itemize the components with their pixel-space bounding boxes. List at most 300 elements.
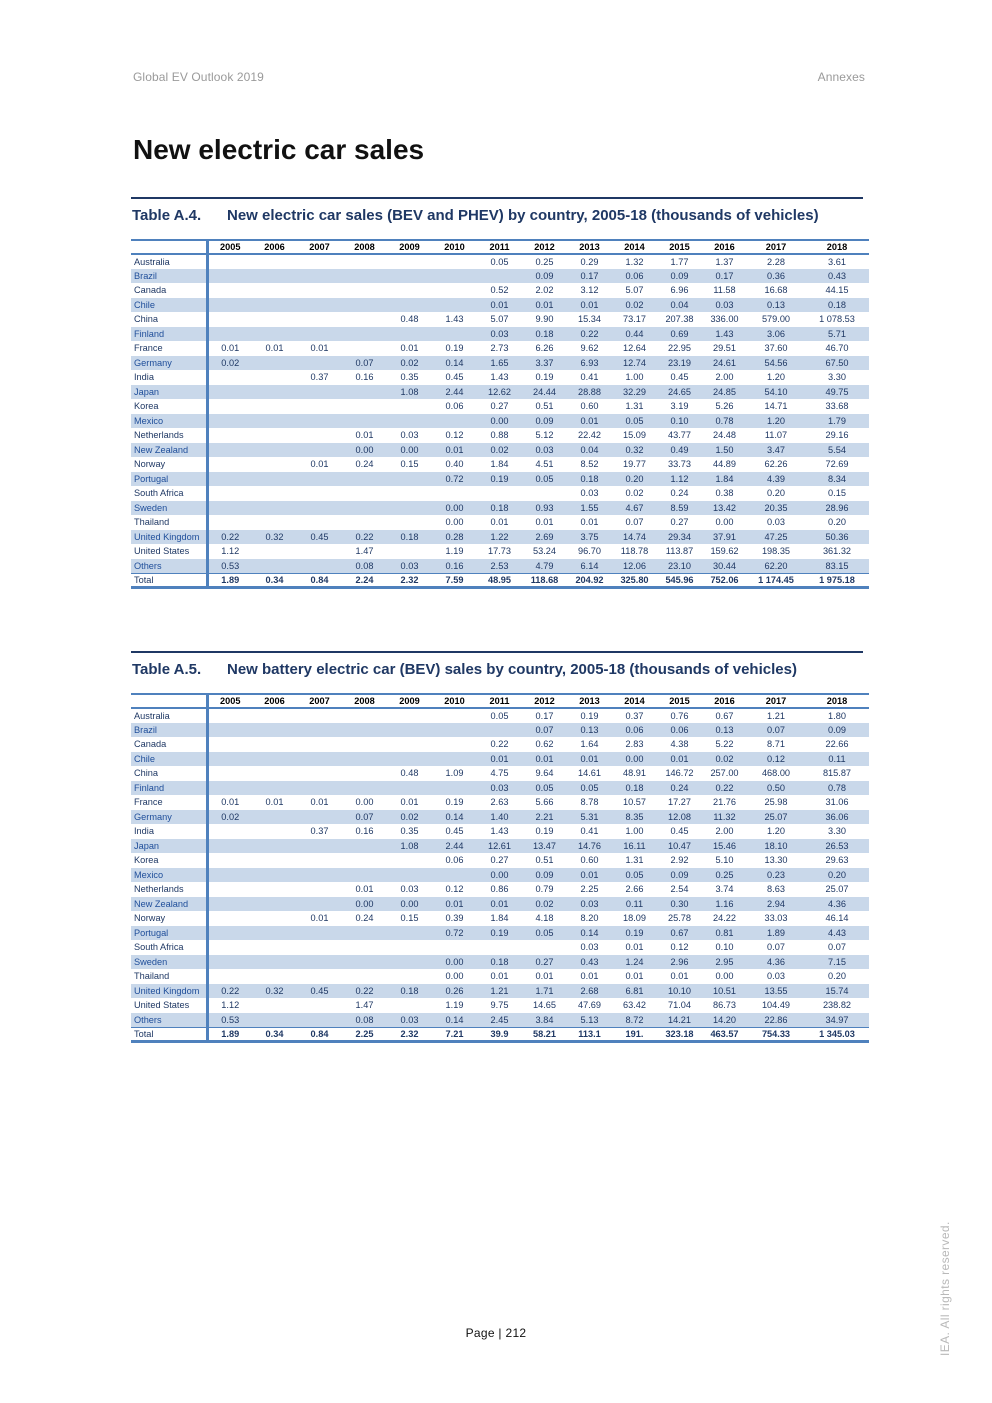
table-row xyxy=(131,341,869,356)
value-cell: 0.26 xyxy=(432,984,477,999)
value-cell xyxy=(297,897,342,912)
value-cell: 0.01 xyxy=(580,971,599,982)
value-cell: 0.17 xyxy=(567,269,612,284)
value-cell xyxy=(252,356,297,371)
value-cell xyxy=(207,515,252,530)
value-cell xyxy=(342,737,387,752)
value-cell: 0.07 xyxy=(625,517,644,528)
value-cell: 46.70 xyxy=(825,343,849,354)
value-cell xyxy=(387,868,432,883)
year-header: 2010 xyxy=(432,694,477,708)
value-cell xyxy=(342,341,387,356)
value-cell: 0.00 xyxy=(445,971,464,982)
value-cell: 1.37 xyxy=(715,256,734,267)
value-cell: 1.47 xyxy=(355,546,374,557)
value-cell: 0.01 xyxy=(221,343,240,354)
table-a5 xyxy=(131,693,869,1043)
total-label: Total xyxy=(131,1027,207,1042)
value-cell xyxy=(522,486,567,501)
value-cell: 207.38 xyxy=(665,314,694,325)
value-cell: 0.14 xyxy=(567,926,612,941)
value-cell: 0.01 xyxy=(310,797,329,808)
value-cell: 3.37 xyxy=(522,356,567,371)
value-cell: 1.89 xyxy=(207,1027,252,1042)
year-header: 2016 xyxy=(702,240,747,254)
value-cell: 13.55 xyxy=(747,984,805,999)
value-cell: 4.39 xyxy=(747,472,805,487)
value-cell: 0.01 xyxy=(221,797,240,808)
value-cell: 29.51 xyxy=(713,343,736,354)
value-cell: 0.22 xyxy=(207,530,252,545)
value-cell: 1.20 xyxy=(747,414,805,429)
value-cell: 0.16 xyxy=(432,559,477,574)
value-cell xyxy=(432,327,477,342)
value-cell: 0.01 xyxy=(310,913,329,924)
table-row xyxy=(131,781,869,796)
value-cell: 12.62 xyxy=(477,385,522,400)
value-cell: 14.74 xyxy=(612,530,657,545)
value-cell xyxy=(207,853,252,868)
value-cell xyxy=(342,853,387,868)
value-cell: 0.03 xyxy=(400,430,419,441)
value-cell xyxy=(297,1013,342,1028)
value-cell xyxy=(207,969,252,984)
value-cell: 48.95 xyxy=(477,573,522,588)
value-cell xyxy=(477,486,522,501)
value-cell: 0.45 xyxy=(670,372,689,383)
value-cell: 14.21 xyxy=(657,1013,702,1028)
value-cell: 0.01 xyxy=(625,971,644,982)
value-cell xyxy=(297,853,342,868)
value-cell: 0.05 xyxy=(567,781,612,796)
value-cell: 0.01 xyxy=(522,752,567,767)
value-cell xyxy=(432,781,477,796)
value-cell: 0.45 xyxy=(670,826,689,837)
value-cell: 1.47 xyxy=(355,1000,374,1011)
value-cell xyxy=(342,868,387,883)
value-cell: 0.03 xyxy=(580,488,599,499)
value-cell: 0.09 xyxy=(522,414,567,429)
value-cell: 0.02 xyxy=(522,897,567,912)
value-cell xyxy=(252,269,297,284)
value-cell: 0.00 xyxy=(342,897,387,912)
value-cell: 0.67 xyxy=(657,926,702,941)
value-cell: 0.43 xyxy=(805,269,869,284)
value-cell xyxy=(387,940,432,955)
value-cell: 0.25 xyxy=(535,256,554,267)
value-cell xyxy=(207,868,252,883)
value-cell xyxy=(342,414,387,429)
value-cell xyxy=(297,737,342,752)
value-cell: 49.75 xyxy=(805,385,869,400)
value-cell xyxy=(342,312,387,327)
value-cell: 3.47 xyxy=(747,443,805,458)
table-row xyxy=(131,283,869,298)
value-cell: 0.01 xyxy=(567,414,612,429)
value-cell: 0.45 xyxy=(297,530,342,545)
value-cell: 0.32 xyxy=(252,530,297,545)
country-name: Norway xyxy=(131,457,207,472)
value-cell: 24.44 xyxy=(522,385,567,400)
table-a5-caption xyxy=(131,653,863,685)
value-cell: 17.73 xyxy=(488,546,511,557)
year-header: 2005 xyxy=(207,240,252,254)
value-cell: 0.05 xyxy=(522,926,567,941)
value-cell: 0.06 xyxy=(657,723,702,738)
value-cell: 1.21 xyxy=(767,710,785,721)
value-cell: 0.01 xyxy=(400,797,419,808)
value-cell: 336.00 xyxy=(710,314,739,325)
value-cell: 54.10 xyxy=(747,385,805,400)
value-cell: 1.71 xyxy=(522,984,567,999)
value-cell: 0.43 xyxy=(567,955,612,970)
value-cell: 1 174.45 xyxy=(747,573,805,588)
value-cell: 0.07 xyxy=(828,942,846,953)
country-name: China xyxy=(131,766,207,781)
value-cell xyxy=(297,414,342,429)
country-name: Germany xyxy=(131,356,207,371)
value-cell: 14.61 xyxy=(578,768,601,779)
value-cell: 0.03 xyxy=(580,942,599,953)
value-cell: 33.03 xyxy=(764,913,788,924)
value-cell: 54.56 xyxy=(747,356,805,371)
table-row xyxy=(131,327,869,342)
value-cell: 2.96 xyxy=(657,955,702,970)
value-cell: 0.05 xyxy=(522,781,567,796)
value-cell: 18.09 xyxy=(623,913,646,924)
value-cell: 0.06 xyxy=(445,401,464,412)
value-cell: 5.10 xyxy=(715,855,734,866)
value-cell: 25.07 xyxy=(747,810,805,825)
value-cell: 1.08 xyxy=(387,839,432,854)
value-cell: 1.20 xyxy=(767,372,785,383)
value-cell: 22.42 xyxy=(578,430,601,441)
value-cell: 11.07 xyxy=(764,430,788,441)
value-cell: 0.03 xyxy=(767,971,785,982)
value-cell xyxy=(387,254,432,269)
value-cell xyxy=(297,868,342,883)
value-cell xyxy=(387,327,432,342)
value-cell: 0.02 xyxy=(612,298,657,313)
country-name: Japan xyxy=(131,385,207,400)
value-cell: 1.24 xyxy=(612,955,657,970)
year-header: 2011 xyxy=(477,240,522,254)
value-cell xyxy=(387,399,432,414)
value-cell: 0.03 xyxy=(702,298,747,313)
value-cell: 1.43 xyxy=(702,327,747,342)
table-row xyxy=(131,723,869,738)
value-cell: 0.39 xyxy=(445,913,464,924)
year-header: 2015 xyxy=(657,240,702,254)
value-cell: 0.37 xyxy=(310,372,329,383)
value-cell: 3.06 xyxy=(747,327,805,342)
value-cell: 0.01 xyxy=(490,971,509,982)
value-cell xyxy=(387,781,432,796)
value-cell xyxy=(252,283,297,298)
table-row xyxy=(131,544,869,559)
country-name: India xyxy=(131,824,207,839)
value-cell: 26.53 xyxy=(805,839,869,854)
value-cell xyxy=(207,781,252,796)
value-cell xyxy=(342,472,387,487)
year-header: 2006 xyxy=(252,240,297,254)
value-cell: 1.50 xyxy=(702,443,747,458)
table-row xyxy=(131,955,869,970)
value-cell: 0.60 xyxy=(580,855,599,866)
value-cell xyxy=(252,370,297,385)
value-cell: 0.13 xyxy=(567,723,612,738)
value-cell xyxy=(297,501,342,516)
value-cell: 0.01 xyxy=(657,752,702,767)
value-cell: 0.13 xyxy=(702,723,747,738)
value-cell xyxy=(297,385,342,400)
value-cell xyxy=(432,708,477,723)
value-cell: 1.84 xyxy=(490,459,509,470)
running-header-section: Annexes xyxy=(817,70,865,84)
table-row xyxy=(131,298,869,313)
value-cell: 1.65 xyxy=(477,356,522,371)
value-cell: 0.09 xyxy=(657,269,702,284)
value-cell: 0.03 xyxy=(387,1013,432,1028)
value-cell xyxy=(252,882,297,897)
table-a5-title: New battery electric car (BEV) sales by country, 2005-18 (thousands of vehicles) xyxy=(227,661,797,678)
value-cell: 0.51 xyxy=(535,401,554,412)
table-row xyxy=(131,737,869,752)
value-cell: 0.29 xyxy=(580,256,599,267)
year-header: 2013 xyxy=(567,240,612,254)
table-row xyxy=(131,559,869,574)
value-cell xyxy=(207,486,252,501)
table-a4 xyxy=(131,239,869,589)
country-name: Brazil xyxy=(131,723,207,738)
value-cell: 146.72 xyxy=(665,768,694,779)
value-cell xyxy=(387,708,432,723)
value-cell: 37.60 xyxy=(764,343,788,354)
value-cell: 62.26 xyxy=(764,459,788,470)
value-cell xyxy=(432,486,477,501)
year-header: 2009 xyxy=(387,694,432,708)
value-cell xyxy=(297,298,342,313)
value-cell: 0.00 xyxy=(387,443,432,458)
value-cell xyxy=(207,708,252,723)
country-name: Finland xyxy=(131,327,207,342)
value-cell xyxy=(342,486,387,501)
value-cell: 0.22 xyxy=(702,781,747,796)
value-cell: 0.17 xyxy=(535,710,554,721)
value-cell xyxy=(207,723,252,738)
year-header: 2012 xyxy=(522,694,567,708)
value-cell: 1.84 xyxy=(490,913,509,924)
value-cell: 6.93 xyxy=(567,356,612,371)
value-cell: 0.00 xyxy=(715,971,734,982)
value-cell: 0.20 xyxy=(805,868,869,883)
value-cell xyxy=(297,882,342,897)
value-cell: 14.20 xyxy=(702,1013,747,1028)
value-cell: 25.78 xyxy=(668,913,691,924)
value-cell: 2.54 xyxy=(670,884,689,895)
country-name: South Africa xyxy=(131,940,207,955)
value-cell: 238.82 xyxy=(822,1000,852,1011)
value-cell: 1.19 xyxy=(445,546,464,557)
value-cell: 198.35 xyxy=(761,546,791,557)
running-header-title: Global EV Outlook 2019 xyxy=(133,70,264,84)
value-cell: 1.64 xyxy=(580,739,599,750)
country-name: India xyxy=(131,370,207,385)
value-cell: 0.02 xyxy=(387,810,432,825)
value-cell: 0.16 xyxy=(355,372,374,383)
value-cell: 10.10 xyxy=(657,984,702,999)
value-cell: 0.01 xyxy=(432,897,477,912)
value-cell xyxy=(342,501,387,516)
value-cell xyxy=(297,708,342,723)
value-cell: 468.00 xyxy=(761,768,791,779)
value-cell: 1.32 xyxy=(625,256,644,267)
value-cell: 44.89 xyxy=(713,459,736,470)
value-cell xyxy=(252,312,297,327)
year-header: 2017 xyxy=(747,240,805,254)
value-cell xyxy=(432,868,477,883)
value-cell xyxy=(297,940,342,955)
value-cell: 1.43 xyxy=(445,314,464,325)
value-cell: 0.22 xyxy=(490,739,509,750)
value-cell xyxy=(252,926,297,941)
value-cell xyxy=(297,969,342,984)
value-cell: 0.03 xyxy=(387,559,432,574)
value-cell: 5.54 xyxy=(805,443,869,458)
value-cell: 0.03 xyxy=(400,884,419,895)
value-cell xyxy=(207,399,252,414)
value-cell: 0.27 xyxy=(670,517,689,528)
value-cell xyxy=(387,269,432,284)
country-name: Australia xyxy=(131,254,207,269)
value-cell: 32.29 xyxy=(612,385,657,400)
value-cell: 5.22 xyxy=(715,739,734,750)
value-cell: 0.05 xyxy=(522,472,567,487)
value-cell xyxy=(342,752,387,767)
value-cell: 0.01 xyxy=(522,298,567,313)
value-cell: 815.87 xyxy=(822,768,852,779)
value-cell: 4.43 xyxy=(805,926,869,941)
value-cell: 0.07 xyxy=(522,723,567,738)
value-cell: 2.73 xyxy=(490,343,509,354)
table-row xyxy=(131,868,869,883)
table-a4-block xyxy=(131,197,863,585)
value-cell: 0.32 xyxy=(252,984,297,999)
table-row xyxy=(131,926,869,941)
value-cell: 2.24 xyxy=(342,573,387,588)
value-cell: 58.21 xyxy=(522,1027,567,1042)
value-cell: 53.24 xyxy=(533,546,556,557)
value-cell: 0.24 xyxy=(355,913,374,924)
value-cell: 15.09 xyxy=(623,430,646,441)
value-cell xyxy=(252,969,297,984)
value-cell xyxy=(252,385,297,400)
country-name: Mexico xyxy=(131,414,207,429)
value-cell: 31.06 xyxy=(825,797,849,808)
value-cell: 46.14 xyxy=(825,913,849,924)
value-cell: 14.76 xyxy=(567,839,612,854)
value-cell: 0.02 xyxy=(207,356,252,371)
value-cell: 1.31 xyxy=(625,401,644,412)
value-cell: 10.51 xyxy=(702,984,747,999)
value-cell: 47.25 xyxy=(747,530,805,545)
value-cell: 2.25 xyxy=(342,1027,387,1042)
value-cell: 0.40 xyxy=(445,459,464,470)
table-row xyxy=(131,795,869,810)
value-cell: 5.07 xyxy=(625,285,644,296)
value-cell: 0.01 xyxy=(580,517,599,528)
value-cell: 0.41 xyxy=(580,372,599,383)
value-cell: 6.81 xyxy=(612,984,657,999)
value-cell: 0.19 xyxy=(445,343,464,354)
value-cell xyxy=(387,955,432,970)
value-cell: 0.14 xyxy=(432,810,477,825)
table-a4-title: New electric car sales (BEV and PHEV) by country, 2005-18 (thousands of vehicles) xyxy=(227,207,819,224)
year-header: 2013 xyxy=(567,694,612,708)
value-cell: 67.50 xyxy=(805,356,869,371)
year-header: 2008 xyxy=(342,694,387,708)
value-cell: 0.15 xyxy=(828,488,846,499)
value-cell: 0.19 xyxy=(612,926,657,941)
value-cell xyxy=(207,882,252,897)
value-cell: 0.14 xyxy=(432,356,477,371)
value-cell xyxy=(387,737,432,752)
value-cell xyxy=(252,472,297,487)
value-cell: 1.00 xyxy=(625,826,644,837)
value-cell: 23.10 xyxy=(657,559,702,574)
value-cell: 0.09 xyxy=(522,868,567,883)
value-cell xyxy=(252,559,297,574)
value-cell: 0.79 xyxy=(535,884,554,895)
value-cell xyxy=(252,399,297,414)
value-cell: 0.07 xyxy=(767,942,785,953)
value-cell xyxy=(252,544,297,559)
value-cell: 1.31 xyxy=(625,855,644,866)
value-cell xyxy=(387,853,432,868)
value-cell: 0.78 xyxy=(702,414,747,429)
value-cell: 2.32 xyxy=(387,573,432,588)
year-header: 2006 xyxy=(252,694,297,708)
value-cell: 1.84 xyxy=(702,472,747,487)
value-cell: 2.44 xyxy=(432,385,477,400)
value-cell: 1.09 xyxy=(445,768,464,779)
value-cell: 1.89 xyxy=(207,573,252,588)
value-cell: 0.45 xyxy=(297,984,342,999)
value-cell: 0.03 xyxy=(477,781,522,796)
value-cell: 2.83 xyxy=(625,739,644,750)
country-name: Netherlands xyxy=(131,428,207,443)
value-cell xyxy=(207,824,252,839)
value-cell: 0.07 xyxy=(342,356,387,371)
value-cell xyxy=(432,737,477,752)
value-cell xyxy=(432,298,477,313)
value-cell: 9.90 xyxy=(535,314,554,325)
value-cell: 1.16 xyxy=(702,897,747,912)
value-cell: 0.01 xyxy=(490,517,509,528)
value-cell: 0.01 xyxy=(567,752,612,767)
value-cell: 0.19 xyxy=(445,797,464,808)
value-cell xyxy=(252,853,297,868)
value-cell: 10.57 xyxy=(623,797,646,808)
value-cell: 0.19 xyxy=(535,826,554,837)
table-row xyxy=(131,356,869,371)
value-cell xyxy=(252,1013,297,1028)
value-cell xyxy=(252,810,297,825)
value-cell xyxy=(297,752,342,767)
value-cell: 0.20 xyxy=(767,488,785,499)
value-cell: 1.12 xyxy=(221,546,240,557)
value-cell: 3.61 xyxy=(828,256,846,267)
